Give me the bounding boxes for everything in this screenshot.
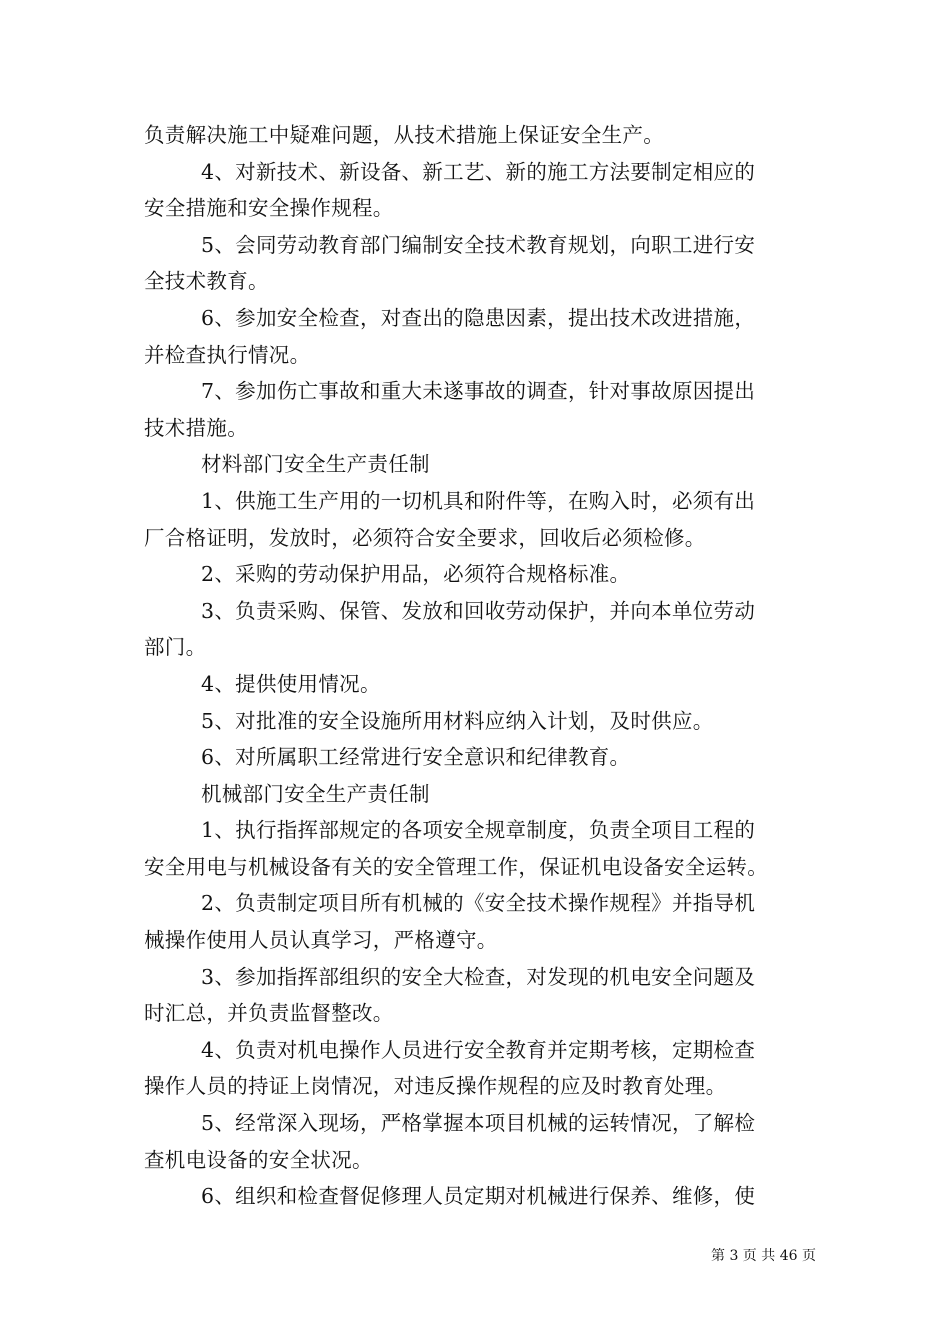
text-line: 材料部门安全生产责任制 [201,452,430,477]
text-line: 1、供施工生产用的一切机具和附件等，在购入时，必须有出 [201,488,756,513]
text-line: 4、负责对机电操作人员进行安全教育并定期考核，定期检查 [201,1037,756,1062]
text-line: 安全用电与机械设备有关的安全管理工作，保证机电设备安全运转。 [144,854,768,879]
text-line: 6、参加安全检查，对查出的隐患因素，提出技术改进措施， [201,305,756,330]
text-line: 机械部门安全生产责任制 [201,781,430,806]
text-line: 械操作使用人员认真学习，严格遵守。 [144,928,498,953]
text-line: 厂合格证明，发放时，必须符合安全要求，回收后必须检修。 [144,525,706,550]
text-line: 2、采购的劳动保护用品，必须符合规格标准。 [201,562,631,587]
text-line: 查机电设备的安全状况。 [144,1147,373,1172]
text-line: 3、负责采购、保管、发放和回收劳动保护，并向本单位劳动 [201,598,756,623]
text-line: 全技术教育。 [144,269,269,294]
text-line: 负责解决施工中疑难问题，从技术措施上保证安全生产。 [144,123,664,147]
text-line: 6、组织和检查督促修理人员定期对机械进行保养、维修，使 [201,1184,756,1209]
text-line: 6、对所属职工经常进行安全意识和纪律教育。 [201,745,631,770]
text-line: 5、对批准的安全设施所用材料应纳入计划，及时供应。 [201,708,714,733]
text-line: 部门。 [144,635,207,660]
text-line: 技术措施。 [144,415,248,440]
text-line: 安全措施和安全操作规程。 [144,196,394,221]
text-line: 5、经常深入现场，严格掌握本项目机械的运转情况，了解检 [201,1111,756,1136]
document-body [144,117,812,1215]
text-line: 并检查执行情况。 [144,342,311,367]
text-line: 4、对新技术、新设备、新工艺、新的施工方法要制定相应的 [201,159,756,184]
text-line: 时汇总，并负责监督整改。 [144,1001,394,1026]
text-line: 2、负责制定项目所有机械的《安全技术操作规程》并指导机 [201,891,756,916]
text-line: 1、执行指挥部规定的各项安全规章制度，负责全项目工程的 [201,818,756,843]
text-line: 3、参加指挥部组织的安全大检查，对发现的机电安全问题及 [201,964,756,989]
text-line: 5、会同劳动教育部门编制安全技术教育规划，向职工进行安 [201,232,756,257]
text-line: 操作人员的持证上岗情况，对违反操作规程的应及时教育处理。 [144,1074,727,1099]
text-line: 4、提供使用情况。 [201,671,381,696]
text-line: 7、参加伤亡事故和重大未遂事故的调查，针对事故原因提出 [201,379,756,404]
page-number: 第 3 页 共 46 页 [711,1248,816,1264]
